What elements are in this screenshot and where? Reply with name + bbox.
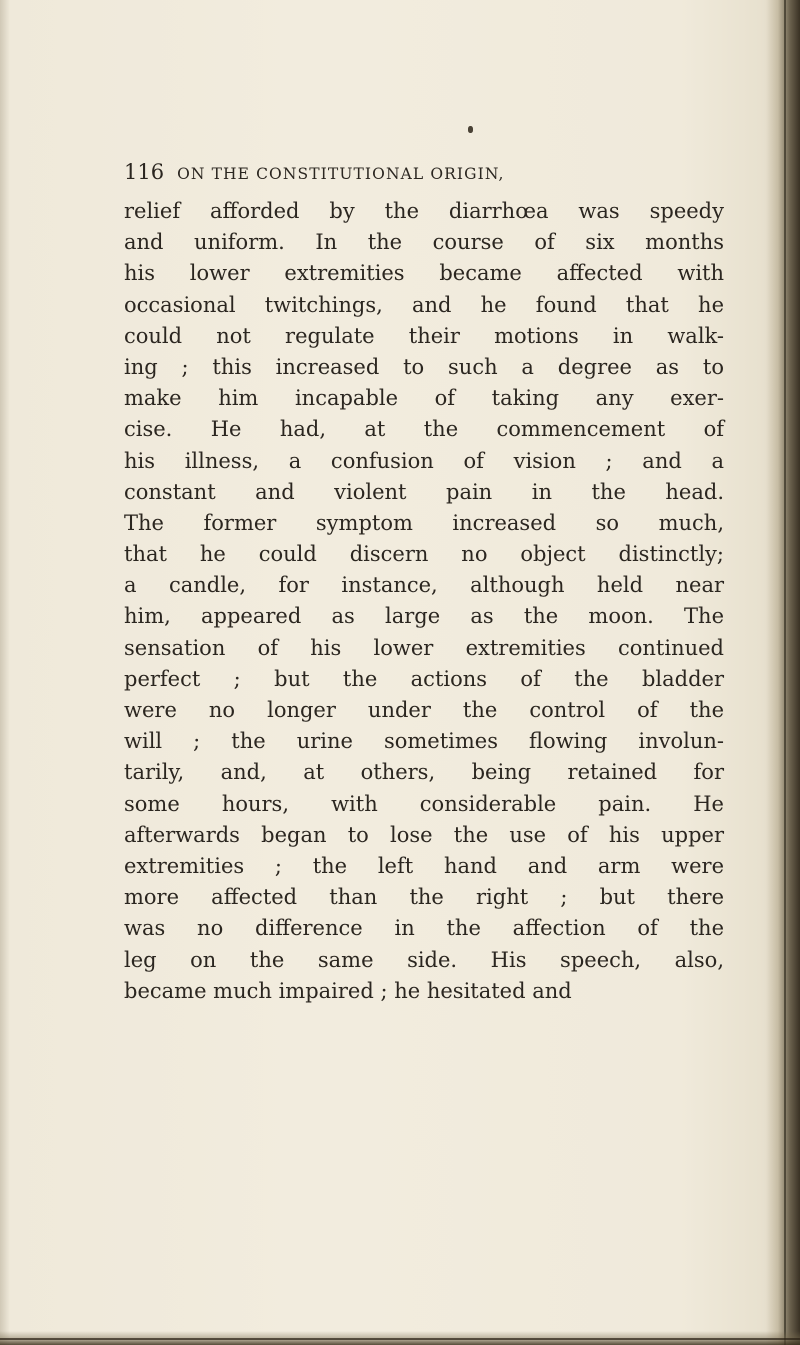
- page-gutter-shadow: [766, 0, 800, 1345]
- text-line: sensation of his lower extremities continued: [124, 635, 724, 660]
- text-line: tarily, and, at others, being retained for: [124, 760, 724, 785]
- running-head: [124, 160, 724, 190]
- text-line: occasional twitchings, and he found that he: [124, 292, 724, 317]
- text-line: make him incapable of taking any exer-: [124, 386, 724, 411]
- text-line: some hours, with considerable pain. He: [124, 791, 724, 816]
- text-line: cise. He had, at the commencement of: [124, 417, 724, 442]
- text-line: constant and violent pain in the head.: [124, 479, 724, 504]
- text-line: his lower extremities became affected with: [124, 261, 724, 286]
- text-line: more affected than the right ; but there: [124, 885, 724, 910]
- text-line: him, appeared as large as the moon. The: [124, 604, 724, 629]
- text-line: became much impaired ; he hesitated and: [124, 978, 572, 1003]
- ink-speck: [468, 126, 473, 133]
- text-line: was no difference in the affection of the: [124, 916, 724, 941]
- text-line: a candle, for instance, although held near: [124, 573, 724, 598]
- text-line: relief afforded by the diarrhœa was speedy: [124, 199, 724, 223]
- body-text: [124, 196, 724, 1007]
- text-line: The former symptom increased so much,: [124, 510, 724, 535]
- text-line: that he could discern no object distinctly;: [124, 542, 724, 567]
- page-left-shadow: [0, 0, 10, 1345]
- text-line: his illness, a confusion of vision ; and a: [124, 448, 724, 473]
- text-line: perfect ; but the actions of the bladder: [124, 666, 724, 691]
- page-number: 116: [124, 160, 165, 184]
- text-line: and uniform. In the course of six months: [124, 230, 724, 255]
- text-line: leg on the same side. His speech, also,: [124, 947, 724, 972]
- text-line: extremities ; the left hand and arm were: [124, 853, 724, 878]
- text-line: will ; the urine sometimes flowing involun-: [124, 729, 724, 754]
- text-line: were no longer under the control of the: [124, 698, 724, 722]
- page-bottom-edge-line: [0, 1338, 800, 1340]
- text-line: afterwards began to lose the use of his upper: [124, 822, 724, 847]
- page-edge-line: [784, 0, 786, 1345]
- text-line: could not regulate their motions in walk-: [124, 323, 724, 348]
- running-head-title: ON THE CONSTITUTIONAL ORIGIN,: [177, 165, 505, 183]
- text-line: ing ; this increased to such a degree as to: [124, 354, 724, 379]
